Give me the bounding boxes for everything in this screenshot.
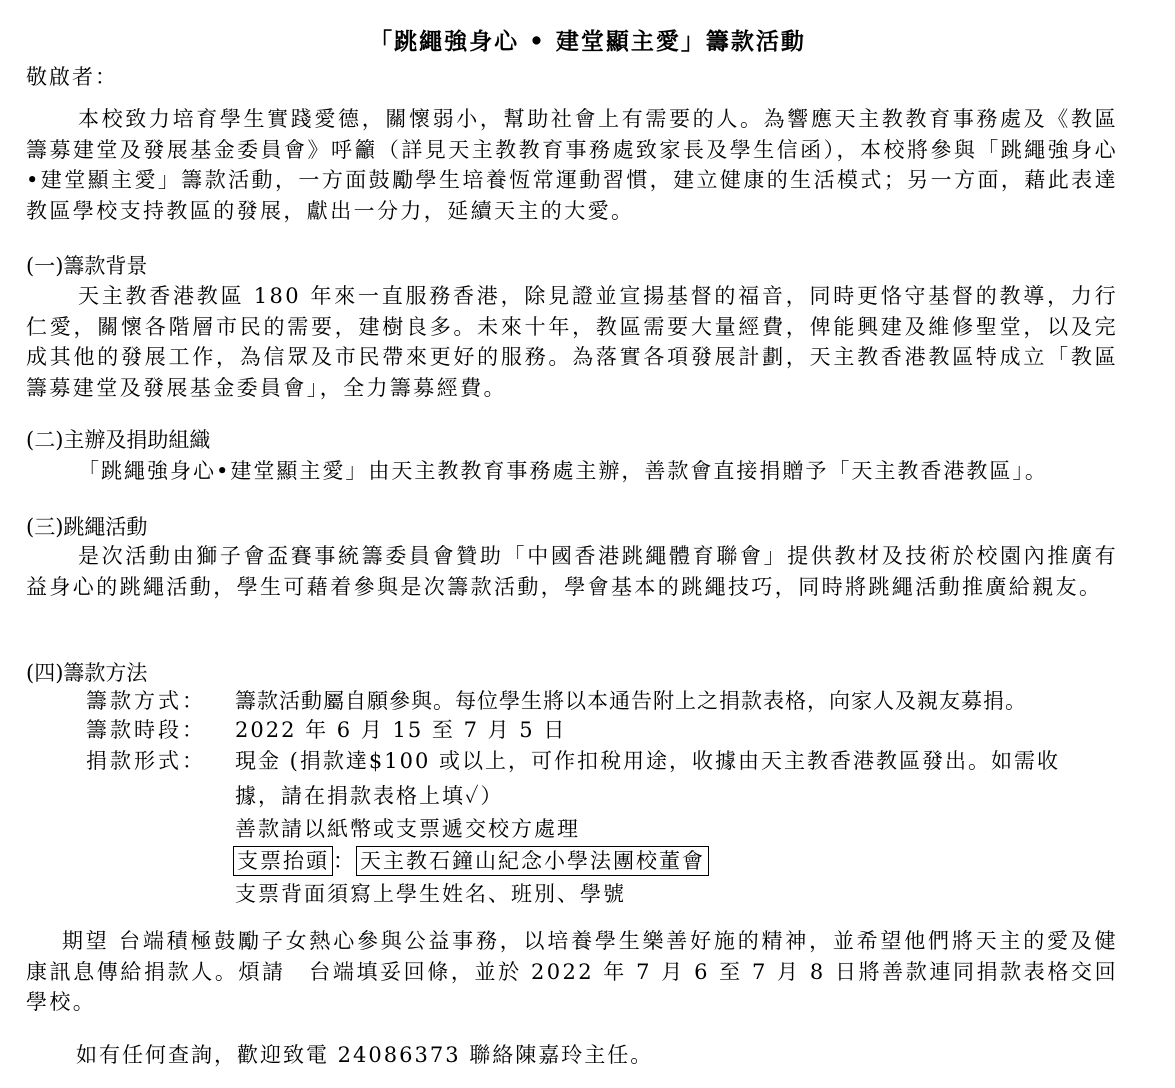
section-body-organizer: 「跳繩強身心•建堂顯主愛」由天主教教育事務處主辦，善款會直接捐贈予「天主教香港教區」。 xyxy=(78,459,1048,483)
cheque-payee-row xyxy=(233,846,709,876)
section-heading-background: (一)籌款背景 xyxy=(26,254,148,278)
method-form-value-line1: 現金 (捐款達$100 或以上，可作扣稅用途，收據由天主教香港教區發出。如需收 xyxy=(235,749,1060,773)
intro-paragraph: 本校致力培育學生實踐愛德，關懷弱小，幫助社會上有需要的人。為響應天主教教育事務處及《教區籌募建堂及發展基金委員會》呼籲（詳見天主教教育事務處致家長及學生信函），本校將參與「跳繩強身心•建堂顯主愛」籌款活動，一方面鼓勵學生培養恆常運動習慣，建立健康的生活模式；另一方面，藉此表達教區學校支持教區的發展，獻出一分力，延續天主的大愛。 xyxy=(26,107,1118,223)
cheque-label-box: 支票抬頭 xyxy=(233,846,333,876)
section-heading-rope-skipping: (三)跳繩活動 xyxy=(26,515,148,539)
cheque-note: 支票背面須寫上學生姓名、班別、學號 xyxy=(235,882,626,906)
cheque-separator: ： xyxy=(333,849,356,873)
closing-paragraph: 期望 台端積極鼓勵子女熱心參與公益事務，以培養學生樂善好施的精神，並希望他們將天主的愛及健康訊息傳給捐款人。煩請 台端填妥回條，並於 2022 年 7 月 6 至 7 月 8 日將善款連同捐款表格交回學校。 xyxy=(26,929,1118,1014)
cheque-payee-box: 天主教石鐘山紀念小學法團校董會 xyxy=(356,846,709,876)
method-form-label: 捐款形式： xyxy=(86,749,206,773)
page-title: 「跳繩強身心 • 建堂顯主愛」籌款活動 xyxy=(369,28,806,55)
method-form-value-line2: 據，請在捐款表格上填✓） xyxy=(235,784,504,808)
method-mode-value: 籌款活動屬自願參與。每位學生將以本通告附上之捐款表格，向家人及親友募捐。 xyxy=(235,689,1027,713)
salutation: 敬啟者： xyxy=(26,65,118,89)
section-heading-method: (四)籌款方法 xyxy=(26,661,148,685)
section-heading-organizer: (二)主辦及捐助組織 xyxy=(26,428,211,452)
method-mode-label: 籌款方式： xyxy=(86,689,206,713)
method-period-label: 籌款時段： xyxy=(86,718,206,742)
contact-line: 如有任何查詢，歡迎致電 24086373 聯絡陳嘉玲主任。 xyxy=(76,1043,654,1067)
method-period-value: 2022 年 6 月 15 至 7 月 5 日 xyxy=(235,718,567,742)
method-form-note: 善款請以紙幣或支票遞交校方處理 xyxy=(235,817,580,841)
section-body-background: 天主教香港教區 180 年來一直服務香港，除見證並宣揚基督的福音，同時更恪守基督的教導，力行仁愛，關懷各階層市民的需要，建樹良多。未來十年，教區需要大量經費，俾能興建及維修聖堂，以及完成其他的發展工作，為信眾及市民帶來更好的服務。為落實各項發展計劃，天主教香港教區特成立「教區籌募建堂及發展基金委員會」，全力籌募經費。 xyxy=(26,284,1118,400)
section-body-rope-skipping: 是次活動由獅子會盃賽事統籌委員會贊助「中國香港跳繩體育聯會」提供教材及技術於校園內推廣有益身心的跳繩活動，學生可藉着參與是次籌款活動，學會基本的跳繩技巧，同時將跳繩活動推廣給親友。 xyxy=(26,544,1118,599)
